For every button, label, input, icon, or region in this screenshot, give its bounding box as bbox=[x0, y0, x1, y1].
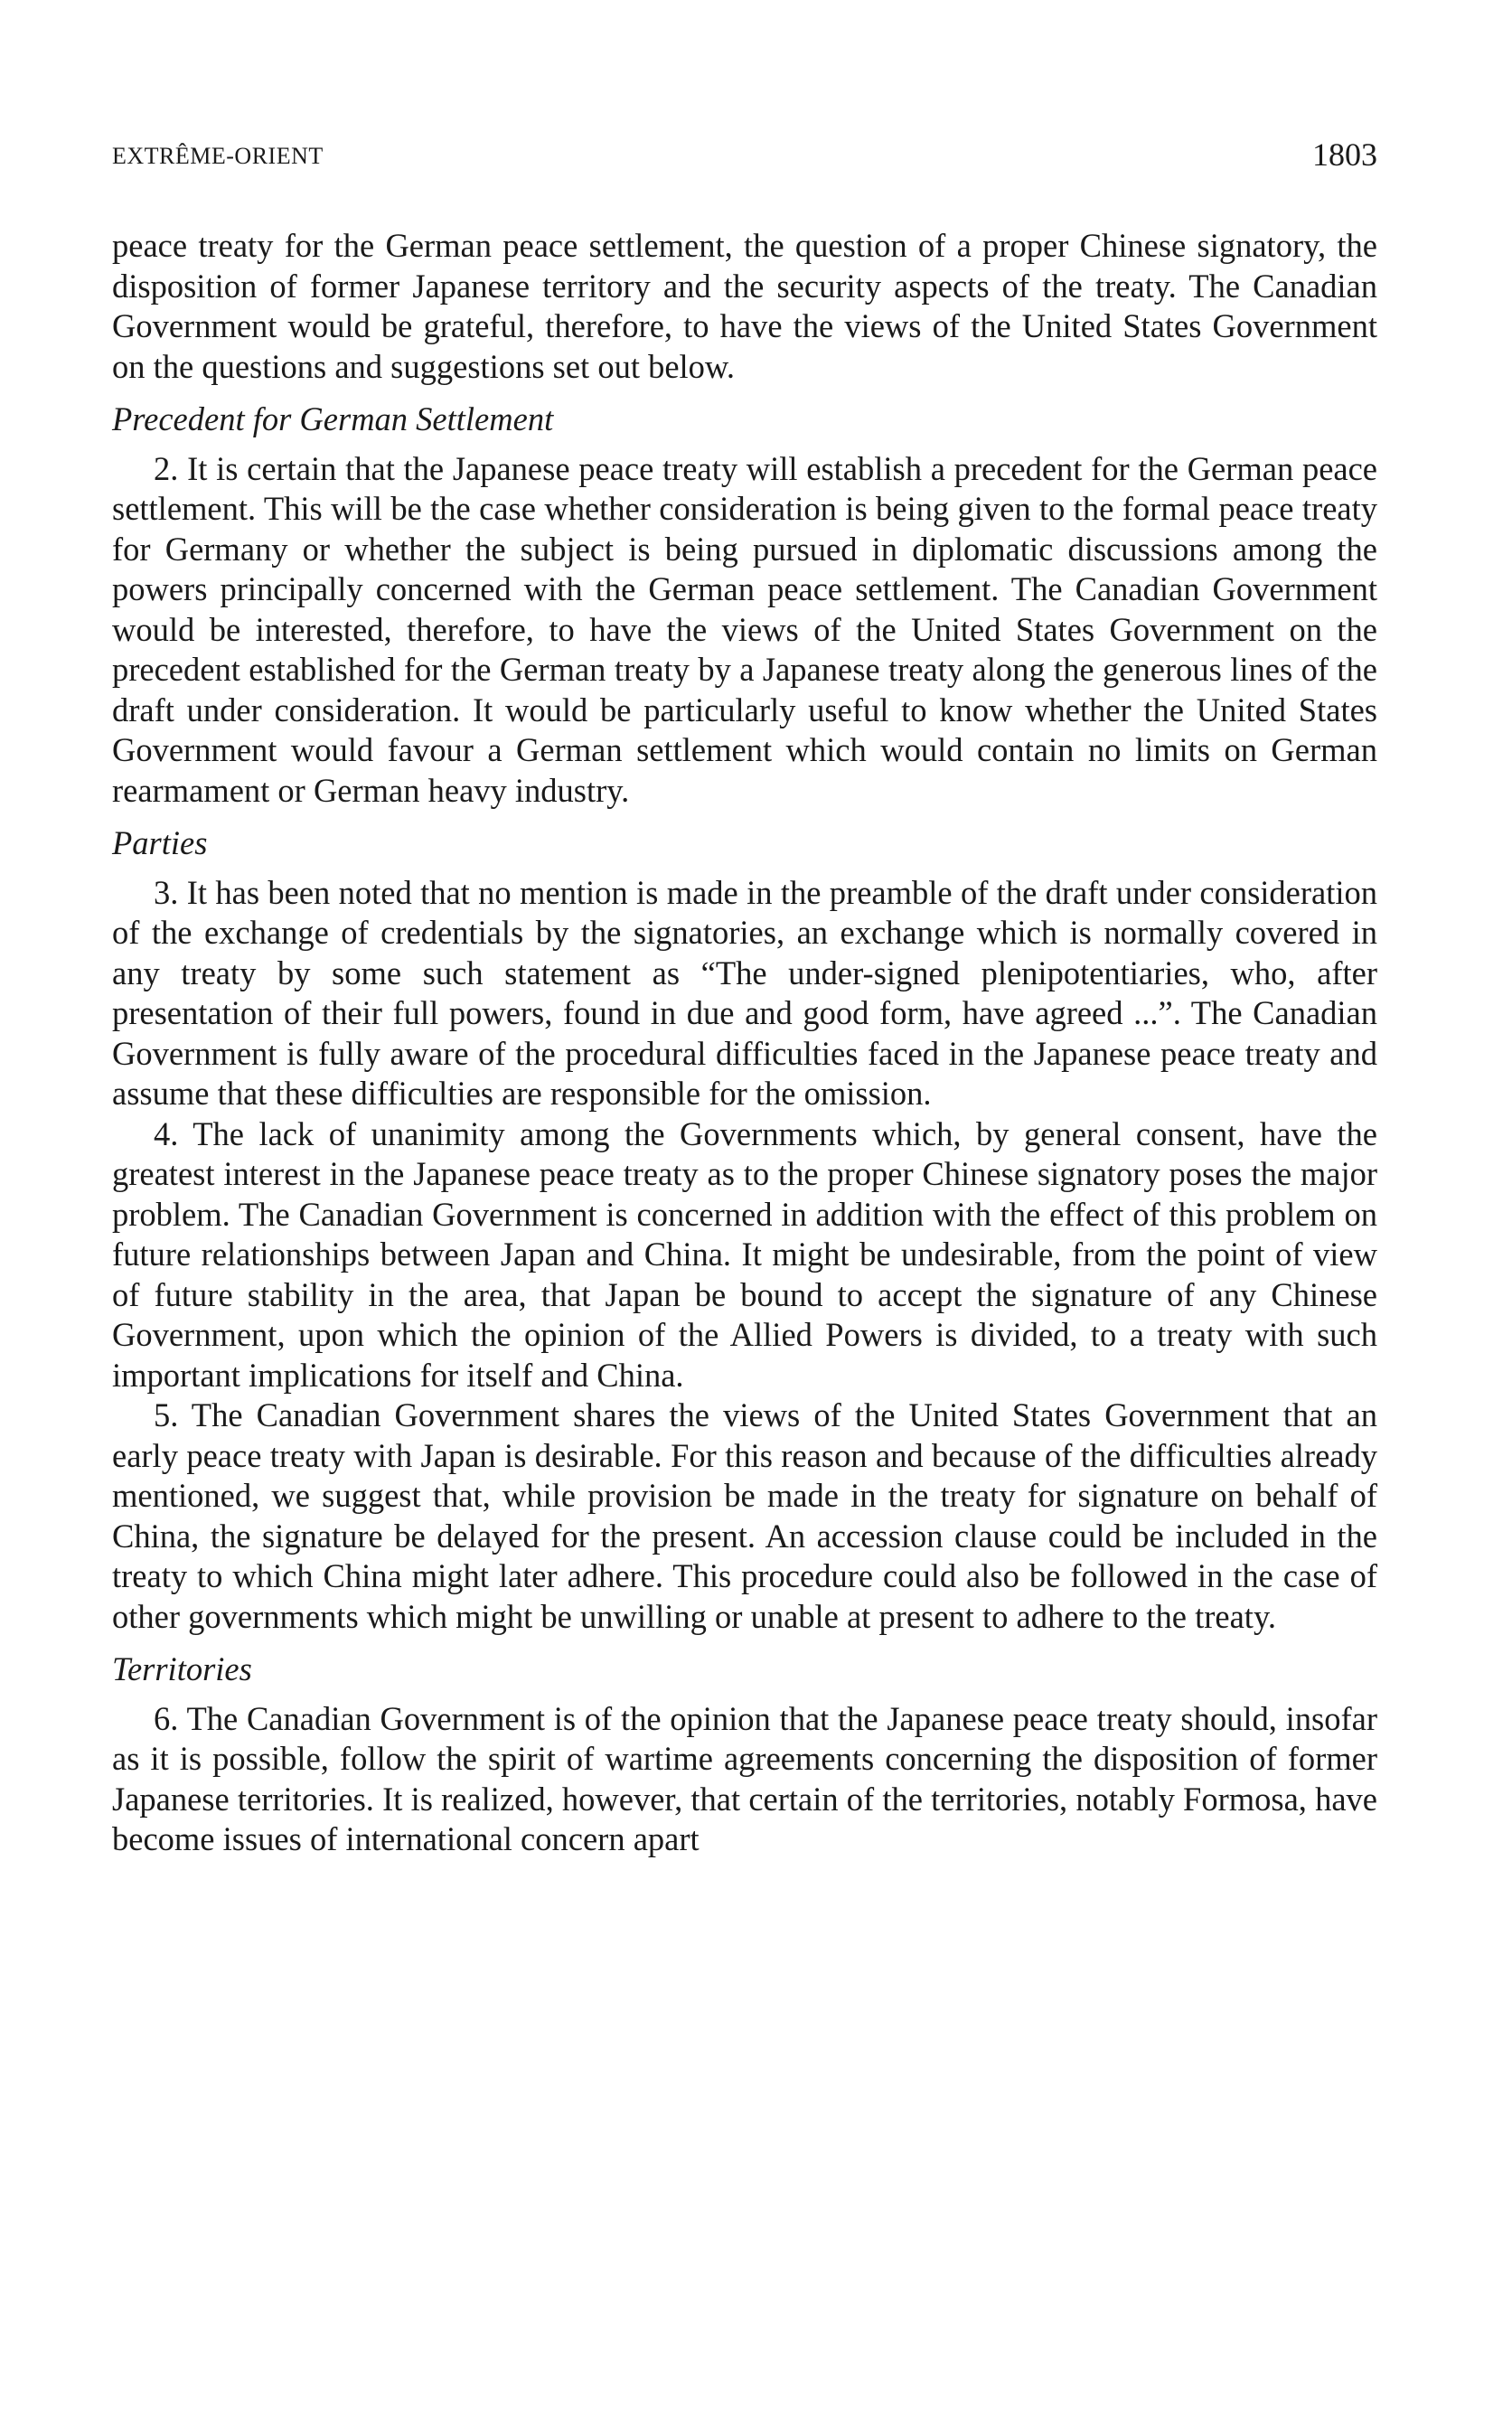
running-title: EXTRÊME-ORIENT bbox=[112, 143, 324, 169]
paragraph-4: 4. The lack of unanimity among the Governments which, by general consent, have the greatest interest in the Japanese peace treaty as to the proper Chinese signatory poses the major problem. The Canadian Government is concerned in addition with the effect of this problem on future relationships between Japan and China. It might be undesirable, from the point of view of future stability in the area, that Japan be bound to accept the signature of any Chinese Government, upon which the opinion of the Allied Powers is divided, to a treaty with such important implications for itself and China. bbox=[112, 1114, 1377, 1394]
body-text bbox=[112, 226, 1377, 1860]
paragraph-3: 3. It has been noted that no mention is made in the preamble of the draft under consideration of the exchange of credentials by the signatories, an exchange which is normally covered in any treaty by some such statement as “The under-signed plenipotentiaries, who, after presentation of their full powers, found in due and good form, have agreed ...”. The Canadian Government is fully aware of the procedural difficulties faced in the Japanese peace treaty and assume that these difficulties are responsible for the omission. bbox=[112, 873, 1377, 1112]
document-page bbox=[112, 136, 1377, 1860]
page-number: 1803 bbox=[1312, 136, 1377, 173]
heading-parties: Parties bbox=[112, 824, 208, 861]
running-header bbox=[112, 136, 1377, 181]
paragraph-2: 2. It is certain that the Japanese peace treaty will establish a precedent for the German peace settlement. This will be the case whether consideration is being given to the formal peace treaty for Germany or whether the subject is being pursued in diplomatic discussions among the powers principally concerned with the German peace settlement. The Canadian Government would be interested, therefore, to have the views of the United States Government on the precedent established for the German treaty by a Japanese treaty along the generous lines of the draft under consideration. It would be particularly useful to know whether the United States Government would favour a German settlement which would contain no limits on German rearmament or German heavy industry. bbox=[112, 449, 1377, 809]
heading-precedent: Precedent for German Settlement bbox=[112, 400, 554, 437]
paragraph-6: 6. The Canadian Government is of the opinion that the Japanese peace treaty should, insofar as it is possible, follow the spirit of wartime agreements concerning the disposition of former Japanese territories. It is realized, however, that certain of the territories, notably Formosa, have become issues of international concern apart bbox=[112, 1699, 1377, 1857]
heading-territories: Territories bbox=[112, 1650, 252, 1687]
paragraph-intro: peace treaty for the German peace settlement, the question of a proper Chinese signatory, the disposition of former Japanese territory and the security aspects of the treaty. The Canadian Government would be grateful, therefore, to have the views of the United States Government on the questions and suggestions set out below. bbox=[112, 227, 1377, 385]
paragraph-5: 5. The Canadian Government shares the views of the United States Government that an early peace treaty with Japan is desirable. For this reason and because of the difficulties already mentioned, we suggest that, while provision be made in the treaty for signature on behalf of China, the signature be delayed for the present. An accession clause could be included in the treaty to which China might later adhere. This procedure could also be followed in the case of other governments which might be unwilling or unable at present to adhere to the treaty. bbox=[112, 1396, 1377, 1635]
